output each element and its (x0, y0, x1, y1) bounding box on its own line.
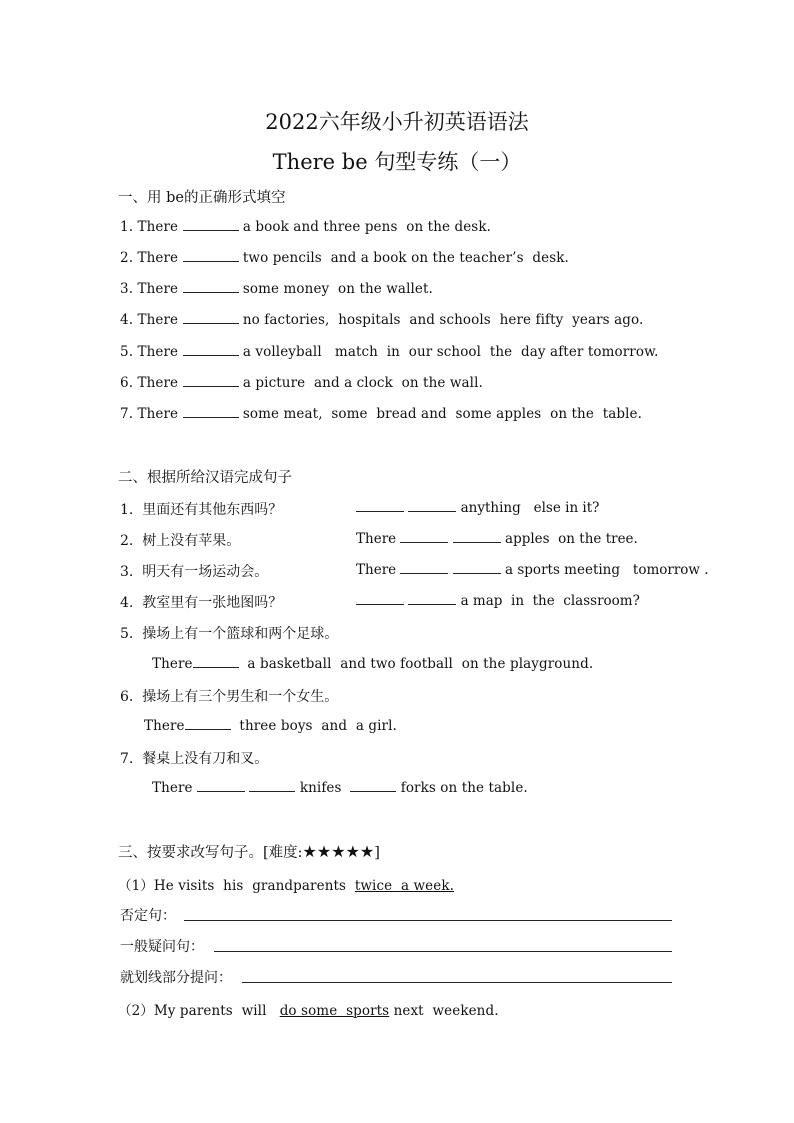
worksheet-title: 2022六年级小升初英语语法 (265, 110, 529, 134)
answer-blank[interactable] (350, 779, 396, 792)
negative-label: 否定句： (120, 908, 176, 924)
answer-blank[interactable] (249, 779, 295, 792)
answer-blank[interactable] (400, 530, 448, 543)
answer-blank[interactable] (400, 561, 448, 574)
section1-heading: 一、用 be的正确形式填空 (118, 190, 286, 206)
answer-blank[interactable] (197, 779, 245, 792)
answer-blank[interactable] (183, 280, 239, 293)
s1-item-7: 7. There some meat, some bread and some apples on the table. (120, 406, 643, 422)
answer-blank[interactable] (183, 343, 239, 356)
s1-item-1: 1. There a book and three pens on the desk. (120, 219, 491, 235)
s2-item-1-english: anything else in it? (356, 499, 599, 516)
wh-question-label: 就划线部分提问： (120, 970, 232, 986)
underlined-phrase: do some sports (279, 1003, 390, 1019)
answer-blank[interactable] (453, 561, 501, 574)
section3-heading: 三、按要求改写句子。[难度:★★★★★] (118, 842, 380, 861)
worksheet-subtitle: There be 句型专练（一） (272, 150, 522, 174)
answer-blank[interactable] (183, 218, 239, 231)
answer-blank[interactable] (408, 592, 456, 605)
s2-item-5-chinese: 5. 操场上有一个篮球和两个足球。 (120, 626, 339, 642)
answer-blank[interactable] (183, 311, 239, 324)
s2-item-3-english: There a sports meeting tomorrow . (356, 562, 709, 578)
s1-item-6: 6. There a picture and a clock on the wall. (120, 375, 483, 391)
s2-item-7-english: There knifes forks on the table. (152, 780, 528, 796)
s3-question-1: （1）He visits his grandparents twice a week. (118, 878, 455, 894)
answer-blank[interactable] (185, 717, 231, 730)
s1-item-3: 3. There some money on the wallet. (120, 281, 433, 297)
difficulty-stars: ★★★★★ (302, 842, 375, 861)
s2-item-4-english: a map in the classroom? (356, 592, 640, 609)
s3-question-2: （2）My parents will do some sports next weekend. (118, 1003, 499, 1019)
answer-blank[interactable] (356, 592, 404, 605)
s1-item-2: 2. There two pencils and a book on the teacher’s desk. (120, 250, 569, 266)
answer-blank[interactable] (356, 499, 404, 512)
yes-no-question-label: 一般疑问句： (120, 939, 204, 955)
s2-item-6-english: There three boys and a girl. (144, 718, 397, 734)
answer-blank[interactable] (193, 655, 239, 668)
s2-item-7-chinese: 7. 餐桌上没有刀和叉。 (120, 751, 269, 767)
answer-blank[interactable] (183, 374, 239, 387)
s2-item-4-chinese: 4. 教室里有一张地图吗？ (120, 595, 283, 611)
section2-heading: 二、根据所给汉语完成句子 (118, 470, 292, 486)
s1-item-4: 4. There no factories, hospitals and schools here fifty years ago. (120, 312, 644, 328)
s2-item-6-chinese: 6. 操场上有三个男生和一个女生。 (120, 689, 339, 705)
s2-item-2-chinese: 2. 树上没有苹果。 (120, 533, 241, 549)
answer-blank[interactable] (408, 499, 456, 512)
answer-blank[interactable] (183, 405, 239, 418)
s2-item-3-chinese: 3. 明天有一场运动会。 (120, 564, 269, 580)
answer-blank[interactable] (183, 249, 239, 262)
answer-blank[interactable] (453, 530, 501, 543)
wh-answer-line[interactable] (242, 982, 672, 983)
s2-item-5-english: There a basketball and two football on the playground. (152, 656, 594, 672)
s2-item-2-english: There apples on the tree. (356, 531, 638, 547)
negative-answer-line[interactable] (184, 920, 672, 921)
s1-item-5: 5. There a volleyball match in our school the day after tomorrow. (120, 344, 659, 360)
s2-item-1-chinese: 1. 里面还有其他东西吗？ (120, 502, 283, 518)
underlined-phrase: twice a week. (354, 878, 455, 894)
yes-no-answer-line[interactable] (214, 951, 672, 952)
